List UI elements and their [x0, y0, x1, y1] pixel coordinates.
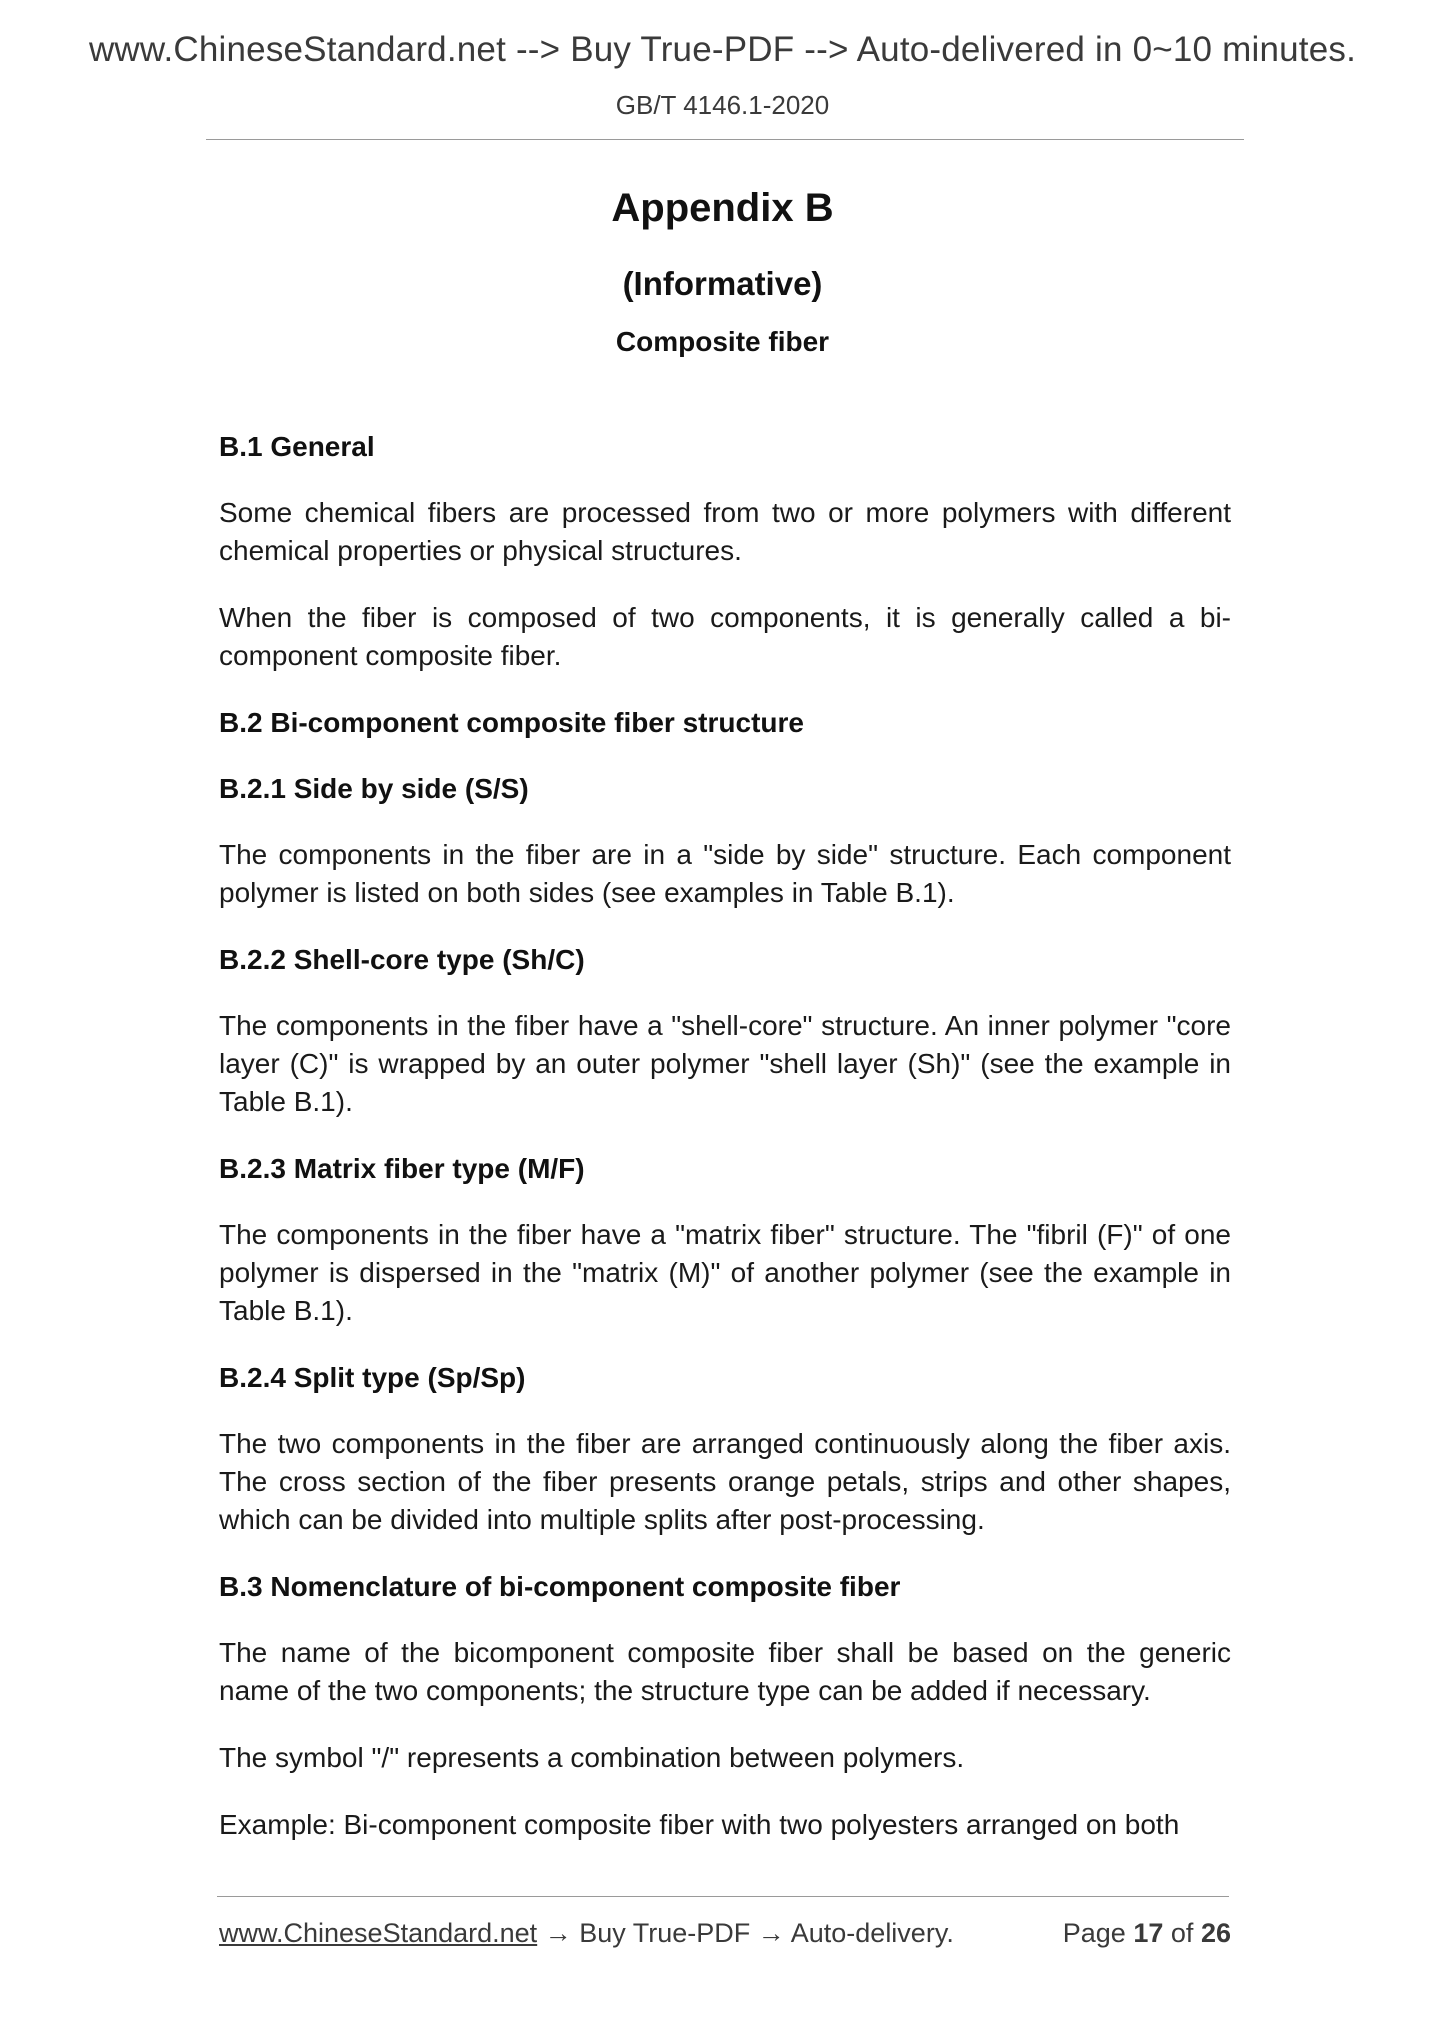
paragraph: The two components in the fiber are arranged continuously along the fiber axis. The cross section of the fiber presents orange petals, strips and other shapes, which can be divided into multiple splits after post-processing.: [219, 1428, 1231, 1535]
footer-tagline: → Buy True-PDF → Auto-delivery.: [537, 1918, 954, 1948]
paragraph: The components in the fiber are in a "side by side" structure. Each component polymer is listed on both sides (see examples in Table B.1).: [219, 839, 1231, 908]
section-heading: B.3 Nomenclature of bi-component composite fiber: [219, 1571, 901, 1602]
paragraph: The components in the fiber have a "shell-core" structure. An inner polymer "core layer (C)" is wrapped by an outer polymer "shell layer (Sh)" (see the example in Table B.1).: [219, 1010, 1231, 1117]
total-pages-number: 26: [1200, 1918, 1231, 1948]
promo-banner[interactable]: www.ChineseStandard.net --> Buy True-PDF --> Auto-delivered in 0~10 minutes.: [88, 30, 1357, 69]
section-heading: B.2.2 Shell-core type (Sh/C): [219, 944, 585, 975]
appendix-title: Appendix B: [611, 186, 834, 230]
paragraph: The symbol "/" represents a combination between polymers.: [219, 1742, 965, 1773]
document-body: [219, 428, 1231, 1873]
appendix-subtitle: (Informative): [622, 265, 823, 302]
paragraph: The components in the fiber have a "matrix fiber" structure. The "fibril (F)" of one polymer is dispersed in the "matrix (M)" of another polymer (see the example in Table B.1).: [219, 1219, 1231, 1326]
appendix-subject: Composite fiber: [615, 326, 830, 357]
of-word: of: [1170, 1918, 1194, 1948]
paragraph: Example: Bi-component composite fiber with two polyesters arranged on both: [219, 1809, 1180, 1840]
paragraph: When the fiber is composed of two components, it is generally called a bi-component composite fiber.: [219, 602, 1231, 671]
standard-code: GB/T 4146.1-2020: [615, 90, 830, 120]
current-page-number: 17: [1133, 1918, 1164, 1948]
footer-promo: [219, 1918, 954, 1949]
section-heading: B.2 Bi-component composite fiber structure: [219, 707, 804, 738]
page-word: Page: [1062, 1918, 1126, 1948]
paragraph: The name of the bicomponent composite fiber shall be based on the generic name of the two components; the structure type can be added if necessary.: [219, 1637, 1231, 1706]
section-heading: B.1 General: [219, 431, 375, 462]
footer-site-link[interactable]: www.ChineseStandard.net: [219, 1918, 538, 1948]
footer-divider: [217, 1896, 1229, 1897]
section-heading: B.2.1 Side by side (S/S): [219, 773, 529, 804]
section-heading: B.2.3 Matrix fiber type (M/F): [219, 1153, 585, 1184]
page-counter: [1063, 1918, 1231, 1949]
header-divider: [206, 139, 1244, 140]
section-heading: B.2.4 Split type (Sp/Sp): [219, 1362, 526, 1393]
paragraph: Some chemical fibers are processed from two or more polymers with different chemical properties or physical structures.: [219, 497, 1231, 566]
